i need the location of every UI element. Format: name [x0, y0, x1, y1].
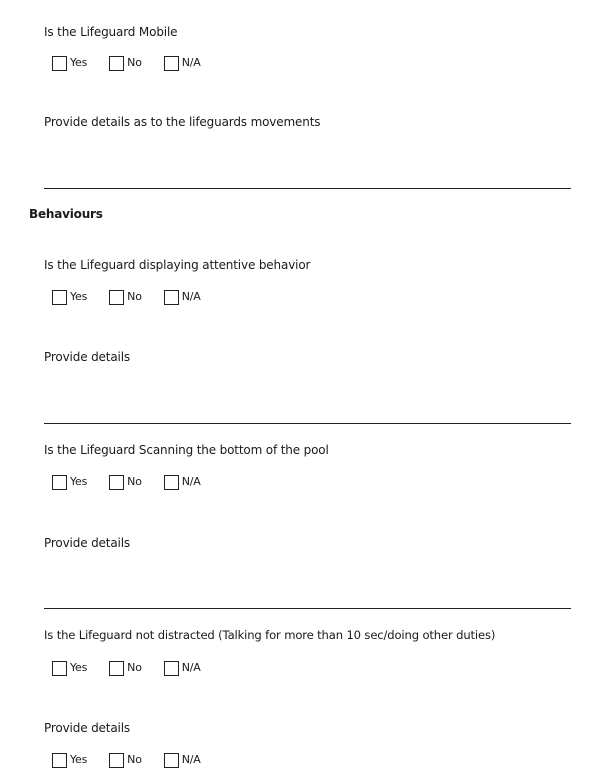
option-no[interactable]: No — [109, 290, 142, 305]
checkbox-yes[interactable] — [52, 56, 67, 71]
option-na[interactable]: N/A — [164, 661, 201, 676]
option-no[interactable]: No — [109, 753, 142, 768]
options-distracted — [52, 659, 223, 677]
checkbox-yes[interactable] — [52, 661, 67, 676]
checkbox-na[interactable] — [164, 56, 179, 71]
question-distracted: Is the Lifeguard not distracted (Talking for more than 10 sec/doing other duties) — [44, 628, 496, 642]
checkbox-yes[interactable] — [52, 753, 67, 768]
checkbox-no[interactable] — [109, 661, 124, 676]
checkbox-no[interactable] — [109, 753, 124, 768]
checkbox-na[interactable] — [164, 661, 179, 676]
options-mobile — [52, 54, 223, 72]
option-yes[interactable]: Yes — [52, 753, 87, 768]
checkbox-no[interactable] — [109, 290, 124, 305]
details-input-line-mobile[interactable] — [44, 188, 571, 189]
option-yes[interactable]: Yes — [52, 475, 87, 490]
checkbox-yes[interactable] — [52, 290, 67, 305]
details-label-distracted: Provide details — [44, 721, 131, 735]
question-scanning: Is the Lifeguard Scanning the bottom of the pool — [44, 443, 329, 457]
checkbox-na[interactable] — [164, 290, 179, 305]
details-input-line-scanning[interactable] — [44, 608, 571, 609]
checkbox-yes[interactable] — [52, 475, 67, 490]
options-scanning — [52, 473, 223, 491]
option-na[interactable]: N/A — [164, 475, 201, 490]
option-na[interactable]: N/A — [164, 56, 201, 71]
question-attentive: Is the Lifeguard displaying attentive behavior — [44, 258, 311, 272]
checkbox-na[interactable] — [164, 475, 179, 490]
option-na[interactable]: N/A — [164, 753, 201, 768]
option-no[interactable]: No — [109, 661, 142, 676]
option-yes[interactable]: Yes — [52, 661, 87, 676]
details-label-scanning: Provide details — [44, 536, 131, 550]
options-attentive — [52, 288, 223, 306]
question-mobile: Is the Lifeguard Mobile — [44, 25, 178, 39]
options-distracted-details — [52, 751, 223, 769]
section-heading-behaviours: Behaviours — [29, 207, 103, 221]
option-yes[interactable]: Yes — [52, 290, 87, 305]
details-label-mobile: Provide details as to the lifeguards movements — [44, 115, 321, 129]
option-yes[interactable]: Yes — [52, 56, 87, 71]
details-label-attentive: Provide details — [44, 350, 131, 364]
option-no[interactable]: No — [109, 475, 142, 490]
checkbox-no[interactable] — [109, 56, 124, 71]
option-na[interactable]: N/A — [164, 290, 201, 305]
checkbox-na[interactable] — [164, 753, 179, 768]
checkbox-no[interactable] — [109, 475, 124, 490]
details-input-line-attentive[interactable] — [44, 423, 571, 424]
option-no[interactable]: No — [109, 56, 142, 71]
